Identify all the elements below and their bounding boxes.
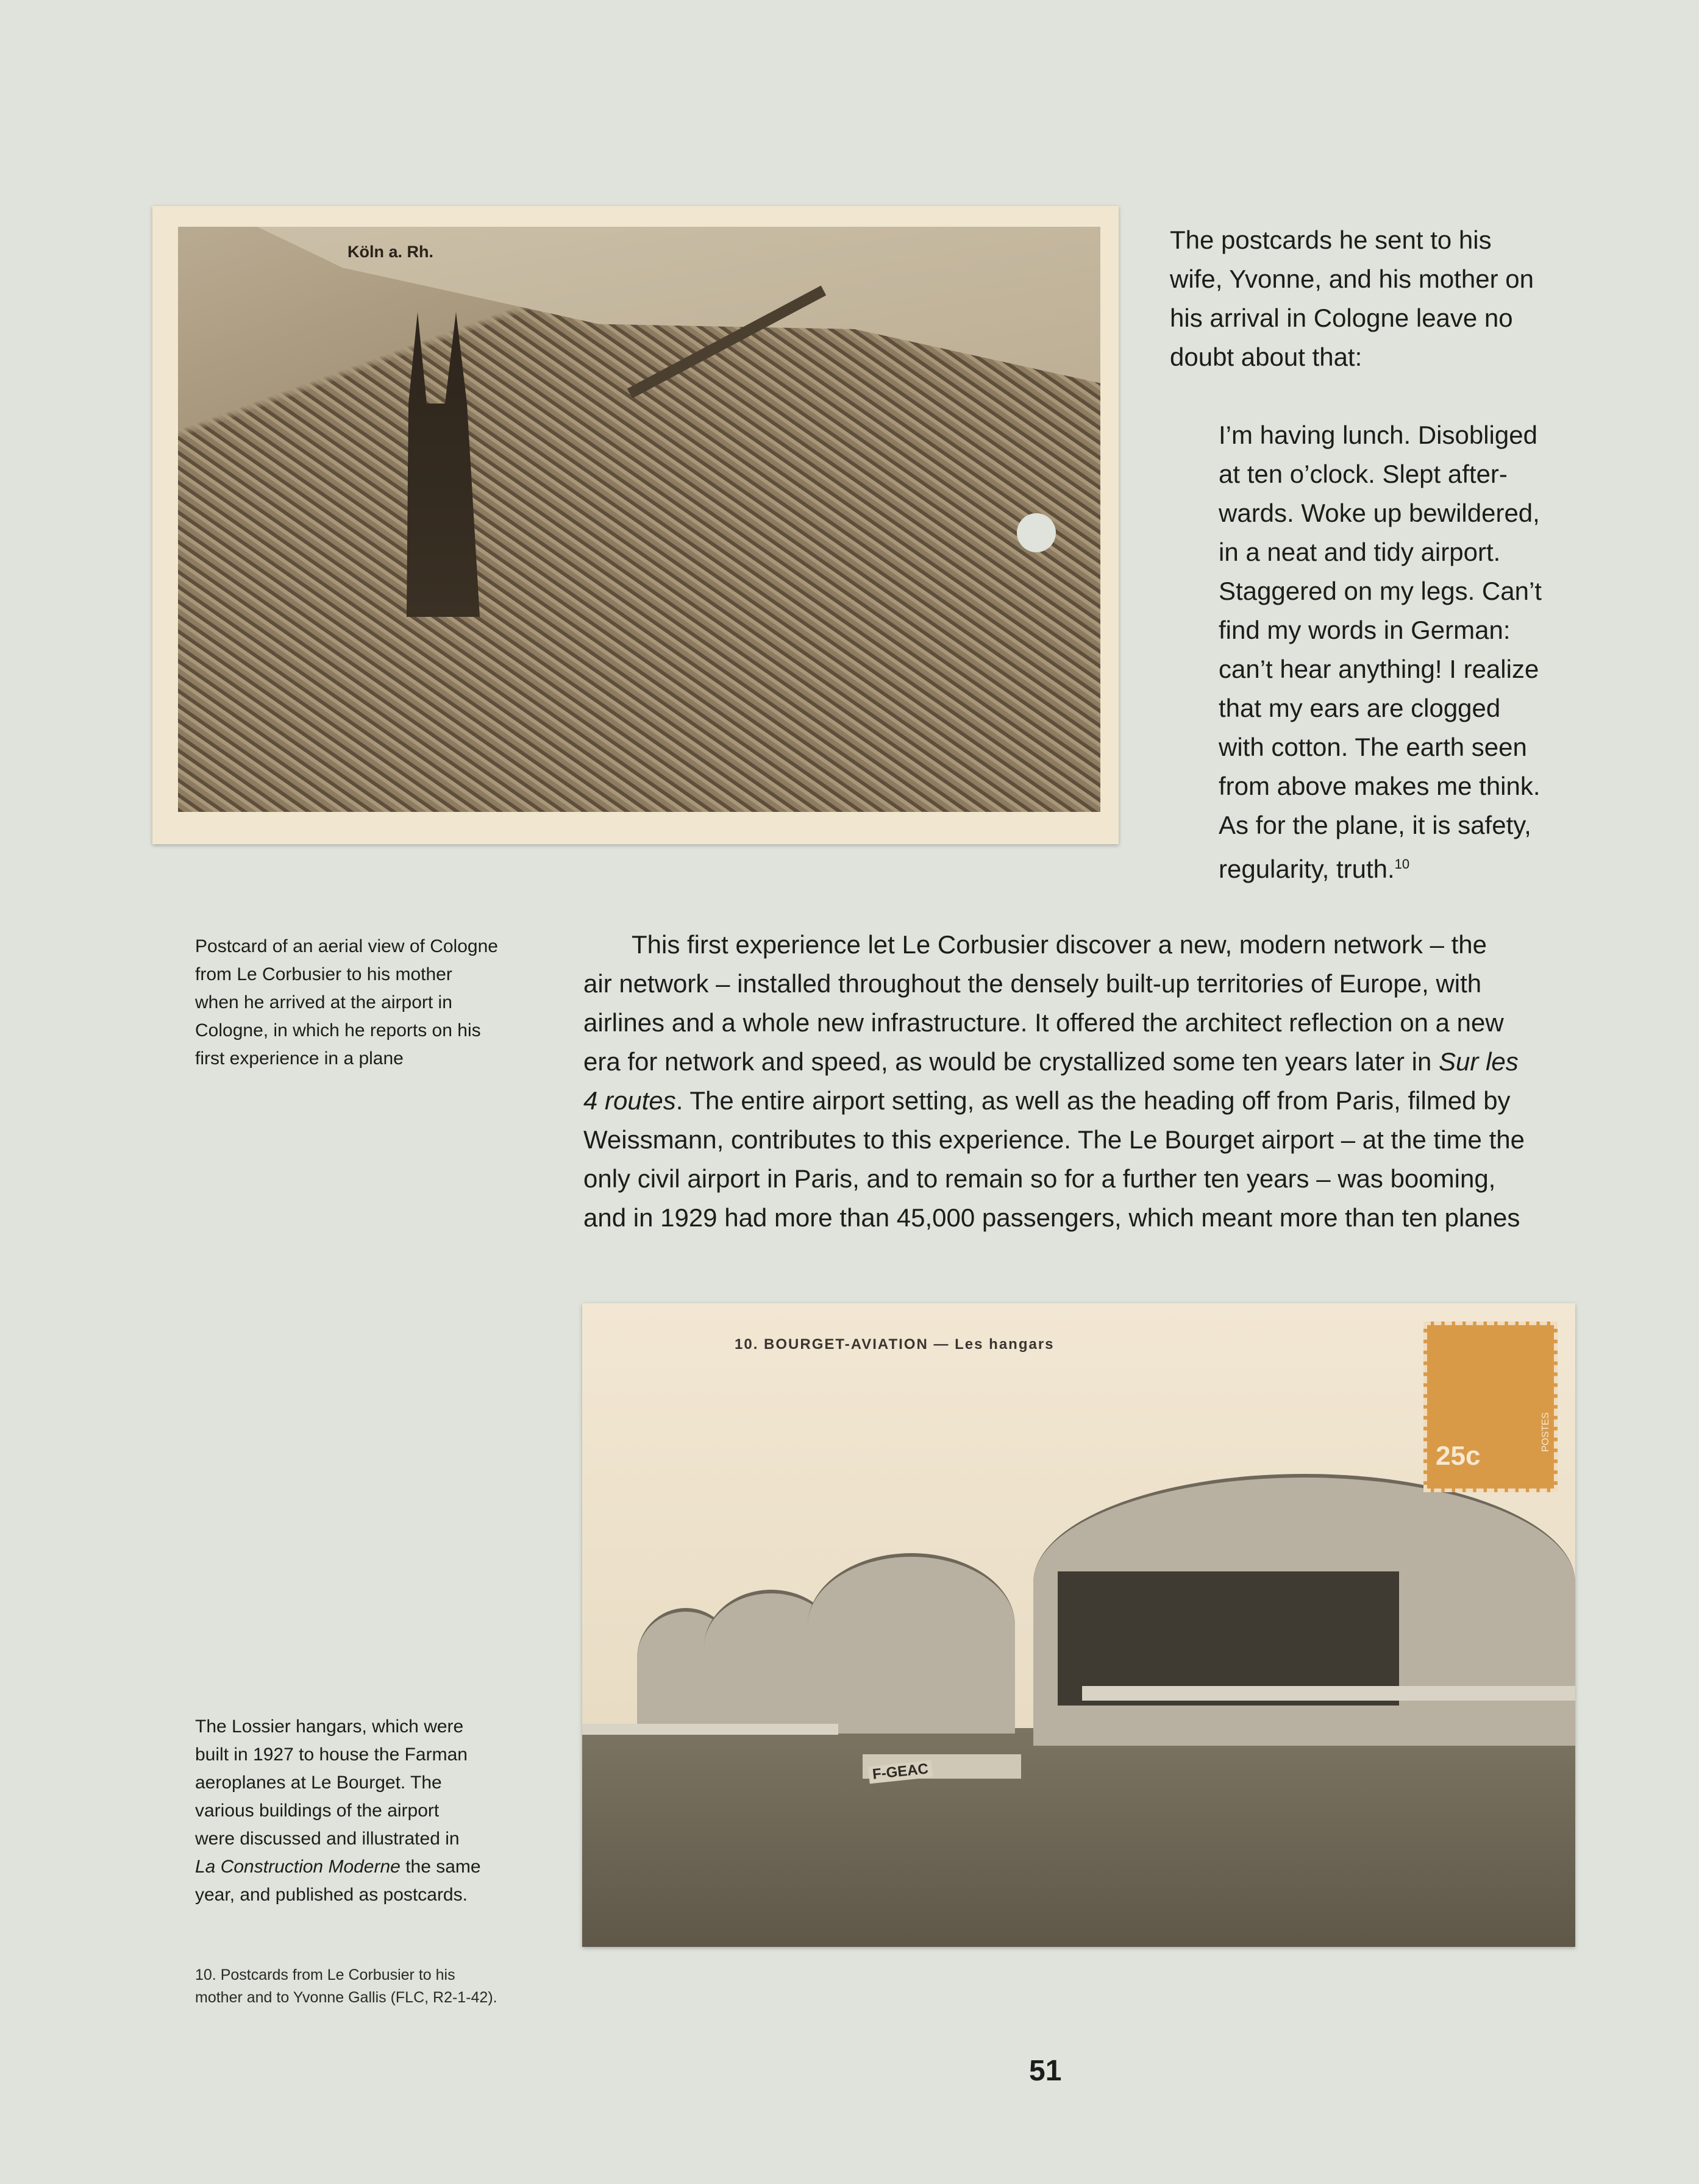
quote-line: at ten o’clock. Slept after- <box>1219 460 1508 488</box>
quote-line: wards. Woke up bewildered, <box>1219 499 1540 527</box>
stamp-text: POSTES <box>1540 1412 1551 1452</box>
block-quote <box>1219 416 1615 889</box>
body-line: airlines and a whole new infrastructure. It offered the architect reflection on a new <box>583 1008 1504 1037</box>
caption-line: the same <box>400 1857 481 1877</box>
rhine-river <box>257 227 1100 483</box>
quote-line: can’t hear anything! I realize <box>1219 655 1539 683</box>
plane-registration: F-GEAC <box>868 1760 933 1784</box>
quote-line: regularity, truth. <box>1219 855 1395 883</box>
body-line: and in 1929 had more than 45,000 passengers, which meant more than ten planes <box>583 1203 1520 1232</box>
postcard-label: Köln a. Rh. <box>347 243 433 261</box>
quote-line: from above makes me think. <box>1219 772 1540 800</box>
plane-wing <box>582 1724 838 1735</box>
body-line: Weissmann, contributes to this experience. The Le Bourget airport – at the time the <box>583 1125 1525 1154</box>
body-line: era for network and speed, as would be crystallized some ten years later in <box>583 1047 1439 1076</box>
text-line: doubt about that: <box>1170 343 1362 371</box>
cologne-postcard <box>152 206 1119 844</box>
text-line: his arrival in Cologne leave no <box>1170 304 1513 332</box>
footnote-line: mother and to Yvonne Gallis (FLC, R2-1-42). <box>195 1989 497 2006</box>
footnote-line: 10. Postcards from Le Corbusier to his <box>195 1966 455 1983</box>
publication-title: La Construction Moderne <box>195 1857 401 1877</box>
body-line: air network – installed throughout the densely built-up territories of Europe, with <box>583 969 1482 998</box>
postcard-label: 10. BOURGET-AVIATION — Les hangars <box>735 1336 1055 1353</box>
quote-line: find my words in German: <box>1219 616 1511 644</box>
caption-line: when he arrived at the airport in <box>195 992 452 1012</box>
text-line: The postcards he sent to his <box>1170 226 1492 254</box>
postage-stamp <box>1423 1321 1558 1492</box>
caption-line: Postcard of an aerial view of Cologne <box>195 936 498 956</box>
plane-wing <box>1082 1686 1575 1701</box>
text-line: wife, Yvonne, and his mother on <box>1170 265 1534 293</box>
caption-line: first experience in a plane <box>195 1048 404 1069</box>
caption-line: built in 1927 to house the Farman <box>195 1745 468 1765</box>
book-title: Sur les <box>1439 1047 1519 1076</box>
body-line: This first experience let Le Corbusier discover a new, modern network – the <box>632 930 1487 959</box>
body-line: only civil airport in Paris, and to remain so for a further ten years – was booming, <box>583 1164 1496 1193</box>
caption-line: aeroplanes at Le Bourget. The <box>195 1773 442 1793</box>
page-number: 51 <box>1029 2055 1062 2087</box>
caption-line: Cologne, in which he reports on his <box>195 1020 481 1040</box>
hangar <box>808 1553 1015 1734</box>
quote-line: in a neat and tidy airport. <box>1219 538 1501 566</box>
caption-line: various buildings of the airport <box>195 1801 440 1821</box>
book-title: 4 routes <box>583 1086 676 1115</box>
stamp-value: 25c <box>1436 1441 1481 1471</box>
caption-hangars <box>195 1713 561 1909</box>
body-paragraph <box>583 925 1583 1237</box>
cathedral <box>397 312 489 617</box>
cologne-aerial-photo <box>178 227 1100 812</box>
airfield <box>582 1728 1575 1947</box>
quote-line: As for the plane, it is safety, <box>1219 811 1531 839</box>
caption-line: from Le Corbusier to his mother <box>195 964 452 984</box>
intro-text <box>1170 221 1597 377</box>
quote-line: Staggered on my legs. Can’t <box>1219 577 1542 605</box>
bourget-postcard <box>582 1303 1575 1947</box>
quote-line: I’m having lunch. Disobliged <box>1219 421 1537 449</box>
quote-line: that my ears are clogged <box>1219 694 1501 722</box>
hangar-opening <box>1058 1571 1399 1706</box>
body-line: . The entire airport setting, as well as the heading off from Paris, filmed by <box>675 1086 1511 1115</box>
caption-line: were discussed and illustrated in <box>195 1829 460 1849</box>
caption-line: The Lossier hangars, which were <box>195 1716 464 1737</box>
footnote-ref[interactable]: 10 <box>1394 856 1410 872</box>
quote-line: with cotton. The earth seen <box>1219 733 1527 761</box>
caption-line: year, and published as postcards. <box>195 1885 468 1905</box>
footnote <box>195 1964 561 2009</box>
caption-cologne <box>195 933 561 1073</box>
punch-hole <box>1017 513 1056 552</box>
